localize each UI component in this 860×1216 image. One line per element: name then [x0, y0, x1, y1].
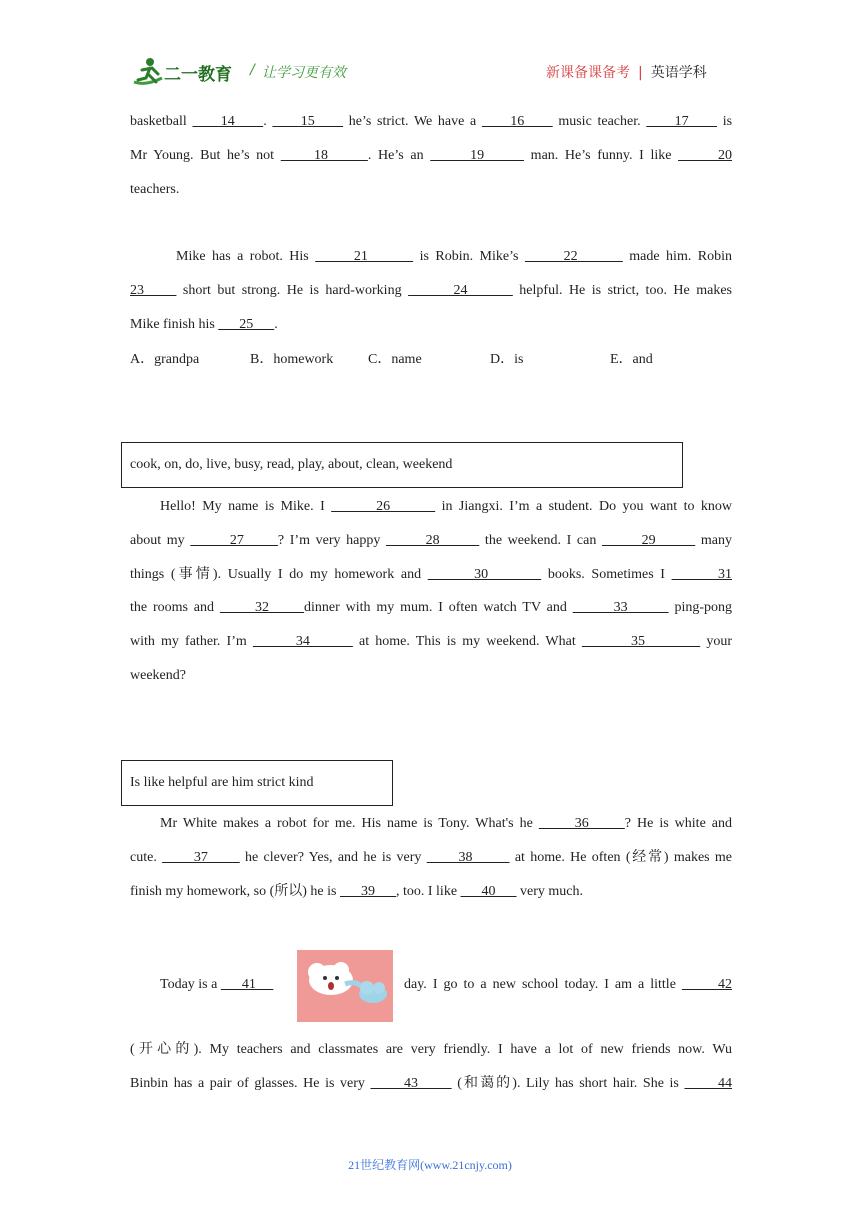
- option-e: E．and: [610, 352, 653, 367]
- blank-39[interactable]: 39: [339, 884, 396, 899]
- brand-text: 二一教育: [164, 65, 232, 85]
- windy-weather-picture: [297, 950, 393, 1022]
- header-right: [546, 62, 707, 82]
- blank-15[interactable]: 15: [272, 114, 344, 129]
- blank-24[interactable]: 24: [408, 283, 513, 298]
- passage4-line3: finish my homework, so (所以) he is 39 , too. I like 40 very much.: [130, 884, 584, 899]
- blank-29[interactable]: 29: [602, 533, 696, 548]
- passage5-line2: (开心的). My teachers and classmates are very friendly. I have a lot of new friends now. Wu: [130, 1042, 732, 1057]
- passage1-line3: teachers.: [130, 182, 180, 197]
- blank-21[interactable]: 21: [315, 249, 414, 264]
- blank-25[interactable]: 25: [218, 317, 275, 332]
- header-subject: 英语学科: [650, 65, 707, 81]
- passage2-line2: 23 short but strong. He is hard-working 24 helpful. He is strict, too. He makes: [130, 283, 732, 298]
- blank-40[interactable]: 40: [460, 884, 517, 899]
- passage2-line1: Mike has a robot. His 21 is Robin. Mike’s 22 made him. Robin: [176, 249, 733, 264]
- blank-32[interactable]: 32: [219, 600, 305, 615]
- blank-37[interactable]: 37: [162, 850, 240, 865]
- blank-30[interactable]: 30: [427, 567, 542, 582]
- blank-14[interactable]: 14: [192, 114, 264, 129]
- header-slash: /: [250, 62, 255, 78]
- passage4-line1: Mr White makes a robot for me. His name is Tony. What's he 36 ? He is white and: [160, 816, 732, 831]
- footer-link[interactable]: 21世纪教育网(www.21cnjy.com): [348, 1158, 512, 1172]
- blank-19[interactable]: 19: [430, 148, 525, 163]
- word-box-2: [121, 760, 393, 806]
- header-tagline: 新课备课备考: [546, 65, 630, 81]
- blank-22[interactable]: 22: [524, 249, 623, 264]
- passage1-line2: Mr Young. But he’s not 18 . He’s an 19 man. He’s funny. I like 20: [130, 148, 733, 163]
- option-a: A．grandpa: [130, 352, 200, 367]
- blank-31[interactable]: 31: [671, 567, 733, 582]
- header-separator: |: [638, 65, 643, 81]
- passage4-line2: cute. 37 he clever? Yes, and he is very 38 at home. He often (经常) makes me: [130, 850, 733, 865]
- passage3-line5: with my father. I’m 34 at home. This is my weekend. What 35 your: [130, 634, 733, 649]
- passage5-line1-start: Today is a 41: [160, 977, 274, 992]
- wind-cloud-icon: [297, 950, 393, 1022]
- passage2-line3: Mike finish his 25 .: [130, 317, 278, 332]
- blank-17[interactable]: 17: [646, 114, 718, 129]
- word-box-2-text: Is like helpful are him strict kind: [130, 775, 314, 790]
- blank-26[interactable]: 26: [331, 499, 436, 514]
- passage3-line6: weekend?: [130, 668, 186, 683]
- blank-43[interactable]: 43: [370, 1076, 452, 1091]
- blank-16[interactable]: 16: [481, 114, 553, 129]
- option-c: C．name: [368, 352, 422, 367]
- blank-35[interactable]: 35: [581, 634, 701, 649]
- blank-28[interactable]: 28: [386, 533, 480, 548]
- blank-44[interactable]: 44: [684, 1076, 733, 1091]
- slogan: 让学习更有效: [262, 65, 346, 81]
- passage3-line1: Hello! My name is Mike. I 26 in Jiangxi. I’m a student. Do you want to know: [160, 499, 733, 514]
- runner-logo-icon: [132, 56, 242, 90]
- blank-23[interactable]: 23: [130, 283, 177, 298]
- passage5-line1-end: day. I go to a new school today. I am a little 42: [404, 977, 732, 992]
- passage3-line4: the rooms and 32 dinner with my mum. I often watch TV and 33 ping-pong: [130, 600, 733, 615]
- passage1-line1: basketball 14 . 15 he’s strict. We have a 16 music teacher. 17 is: [130, 114, 733, 129]
- word-box-1: [121, 442, 683, 488]
- passage3-line3: things (事情). Usually I do my homework and 30 books. Sometimes I 31: [130, 567, 733, 582]
- blank-36[interactable]: 36: [538, 816, 625, 831]
- passage3-line2: about my 27 ? I’m very happy 28 the weekend. I can 29 many: [130, 533, 733, 548]
- word-box-1-text: cook, on, do, live, busy, read, play, about, clean, weekend: [130, 457, 453, 472]
- option-b: B．homework: [250, 352, 334, 367]
- blank-33[interactable]: 33: [572, 600, 669, 615]
- blank-34[interactable]: 34: [252, 634, 353, 649]
- blank-42[interactable]: 42: [681, 977, 732, 992]
- blank-18[interactable]: 18: [280, 148, 368, 163]
- brand-logo: [132, 56, 242, 90]
- blank-27[interactable]: 27: [190, 533, 278, 548]
- blank-38[interactable]: 38: [426, 850, 510, 865]
- option-d: D．is: [490, 352, 524, 367]
- passage5-line3: Binbin has a pair of glasses. He is very 43 (和蔼的). Lily has short hair. She is 44: [130, 1076, 733, 1091]
- blank-41[interactable]: 41: [220, 977, 274, 992]
- blank-20[interactable]: 20: [678, 148, 733, 163]
